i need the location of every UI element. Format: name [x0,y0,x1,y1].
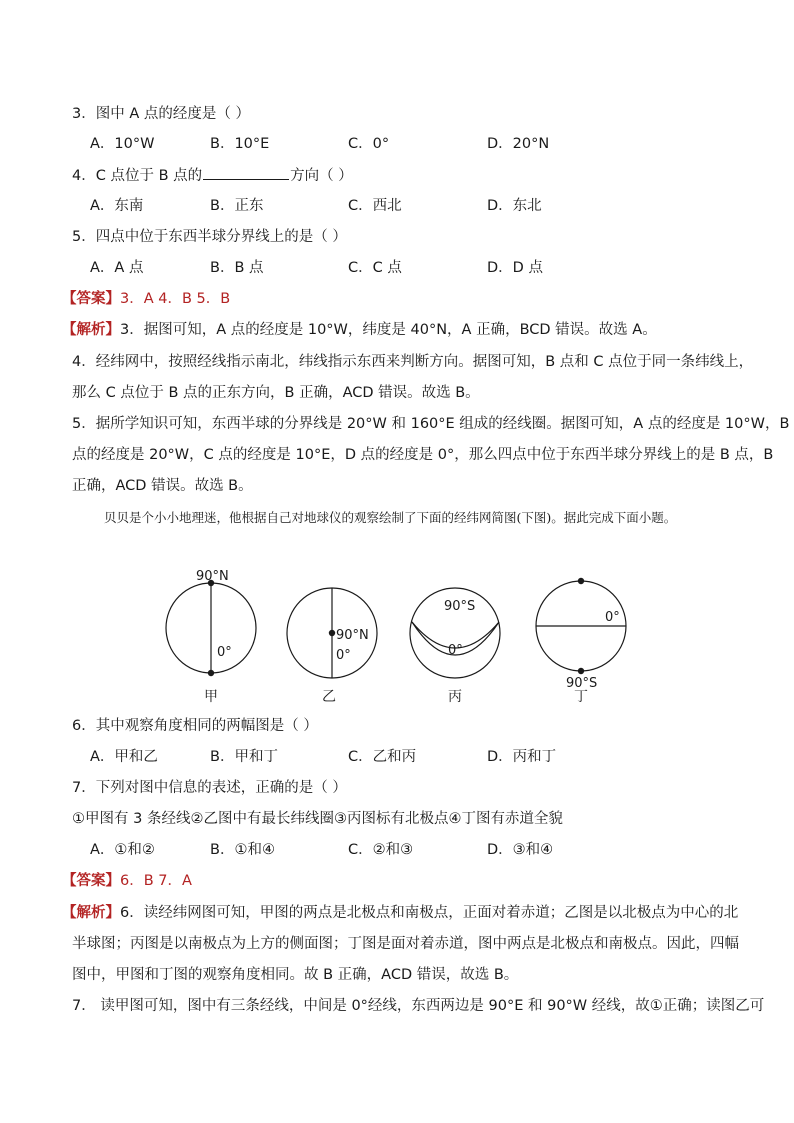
q3-option-b: B．10°E [210,136,270,152]
globe-ding-north-pole-dot [578,578,584,584]
analysis2-p2: 7． 读甲图可知，图中有三条经线，中间是 0°经线，东西两边是 90°E 和 90°W 经线，故①正确；读图乙可 [72,998,765,1014]
globe-yi-label-1: 90°N [336,628,369,643]
q7-option-d: D．③和④ [487,842,554,858]
q6-option-c: C．乙和丙 [348,749,417,765]
answer-tag: 【答案】 [62,873,120,889]
analysis-tag: 【解析】 [62,322,120,338]
globe-bing [410,588,500,705]
intro-paragraph: 贝贝是个小小地理迷，他根据自己对地球仪的观察绘制了下面的经纬网简图(下图)。据此完成下面小题。 [104,510,677,525]
analysis-tag: 【解析】 [62,905,120,921]
globe-bing-label-1: 90°S [444,599,476,614]
analysis1-p3b: 点的经度是 20°W，C 点的经度是 10°E，D 点的经度是 0°，那么四点中位于东西半球分界线上的是 B 点，B [72,447,774,463]
analysis1-p3c: 正确，ACD 错误。故选 B。 [72,478,253,494]
q5-option-b: B．B 点 [210,260,264,276]
globe-yi-caption: 乙 [322,689,336,705]
q4-option-d: D．东北 [487,198,542,214]
q3-option-c: C．0° [348,136,390,152]
globe-jia-label-2: 0° [217,645,232,660]
q7-option-b: B．①和④ [210,842,275,858]
globe-jia [166,569,256,705]
globe-yi-label-2: 0° [336,648,351,663]
q4-option-c: C．西北 [348,198,402,214]
analysis2-p1a: 6．读经纬网图可知，甲图的两点是北极点和南极点，正面对着赤道；乙图是以北极点为中心的北 [120,905,739,921]
globe-bing-caption: 丙 [448,689,462,705]
q3-option-d: D．20°N [487,136,550,152]
analysis1-p3a: 5．据所学知识可知，东西半球的分界线是 20°W 和 160°E 组成的经线圈。据图可知，A 点的经度是 10°W，B [72,416,790,432]
q5-option-d: D．D 点 [487,260,543,276]
answer-tag: 【答案】 [62,291,120,307]
analysis1-p2b: 那么 C 点位于 B 点的正东方向，B 正确，ACD 错误。故选 B。 [72,385,480,401]
q7-stem: 7．下列对图中信息的表述，正确的是（ ） [72,780,347,796]
q6-option-b: B．甲和丁 [210,749,278,765]
answer-block-2 [62,871,192,891]
q6-stem: 6．其中观察角度相同的两幅图是（ ） [72,718,318,734]
q6-option-d: D．丙和丁 [487,749,557,765]
q5-stem: 5．四点中位于东西半球分界线上的是（ ） [72,229,347,245]
analysis2-p1c: 图中，甲图和丁图的观察角度相同。故 B 正确，ACD 错误，故选 B。 [72,967,519,983]
globe-yi [287,588,377,705]
q6-option-a: A．甲和乙 [90,749,158,765]
globe-ding-label-2: 90°S [566,676,598,691]
analysis1-p2a: 4．经纬网中，按照经线指示南北，纬线指示东西来判断方向。据图可知，B 点和 C 点位于同一条纬线上， [72,354,754,370]
q5-option-c: C．C 点 [348,260,402,276]
globe-ding-south-pole-dot [578,668,584,674]
q7-option-c: C．②和③ [348,842,414,858]
globe-ding [536,578,626,705]
q4-option-b: B．正东 [210,198,264,214]
globe-yi-pole-dot [329,630,335,636]
q3-option-a: A．10°W [90,136,155,152]
answer-text: 3．A 4．B 5．B [120,291,231,307]
globe-figure [150,560,650,710]
globe-bing-label-2: 0° [448,643,463,658]
q7-option-a: A．①和② [90,842,155,858]
globe-jia-caption: 甲 [204,689,218,705]
answer-text: 6．B 7．A [120,873,192,889]
q4-stem-before: 4．C 点位于 B 点的 [72,168,203,184]
analysis1-p1: 3．据图可知，A 点的经度是 10°W，纬度是 40°N，A 正确，BCD 错误。故选 A。 [120,322,657,338]
q7-statements: ①甲图有 3 条经线②乙图中有最长纬线圈③丙图标有北极点④丁图有赤道全貌 [72,811,563,827]
globe-ding-label-1: 0° [605,610,620,625]
q3-stem: 3．图中 A 点的经度是（ ） [72,106,250,122]
q4-option-a: A．东南 [90,198,144,214]
analysis2-p1b: 半球图；丙图是以南极点为上方的侧面图；丁图是面对着赤道，图中两点是北极点和南极点。因此，四幅 [72,936,739,952]
q4-blank [203,165,289,180]
globe-jia-label-1: 90°N [196,569,229,584]
answer-block-1 [62,289,230,309]
q4-stem-after: 方向（ ） [290,168,353,184]
q5-option-a: A．A 点 [90,260,144,276]
analysis-block-1 [62,320,657,340]
q4-stem [72,165,353,186]
globe-jia-south-pole-dot [208,670,214,676]
analysis-block-2 [62,903,738,923]
globe-ding-caption: 丁 [574,689,588,705]
